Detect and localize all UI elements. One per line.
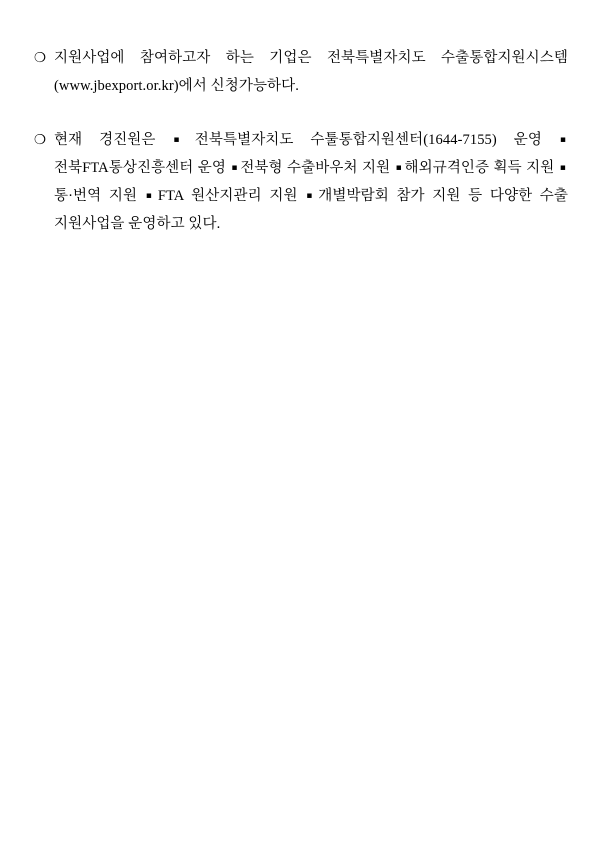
segment-text: 전북FTA통상진흥센터 운영 [54, 160, 231, 176]
segment-text: 개별박람회 참가 지원 등 다양한 수출 지원사업을 운영하고 있다. [54, 188, 569, 232]
paragraph-1-text [54, 44, 568, 100]
paragraph-1 [32, 44, 568, 100]
bullet-marker: ❍ [34, 50, 47, 66]
paragraph-1-line-1: 지원사업에 참여하고자 하는 기업은 전북특별자치도 수출통합지원시스템 (www.jbexport.or.kr)에서 신청가능하다. [54, 50, 568, 94]
square-bullet-icon: ▪ [173, 135, 193, 145]
segment-text: 현재 경진원은 [54, 132, 173, 148]
segment-text: FTA 원산지관리 지원 [157, 188, 306, 204]
square-bullet-icon: ▪ [145, 191, 156, 201]
document-body [32, 44, 568, 238]
segment-text: 해외규격인증 획득 지원 [404, 160, 559, 176]
square-bullet-icon: ▪ [231, 163, 239, 173]
paragraph-2-text [54, 126, 568, 238]
segment-text: 통·번역 지원 [54, 188, 145, 204]
square-bullet-icon: ▪ [395, 163, 403, 173]
square-bullet-icon: ▪ [306, 191, 317, 201]
paragraph-2 [32, 126, 568, 238]
bullet-marker: ❍ [34, 132, 47, 148]
segment-text: 전북형 수출바우처 지원 [240, 160, 395, 176]
segment-text: 전북특별자치도 수툴통합지원센터(1644-7155) 운영 [194, 132, 559, 148]
square-bullet-icon: ▪ [559, 163, 566, 173]
square-bullet-icon: ▪ [559, 135, 567, 145]
